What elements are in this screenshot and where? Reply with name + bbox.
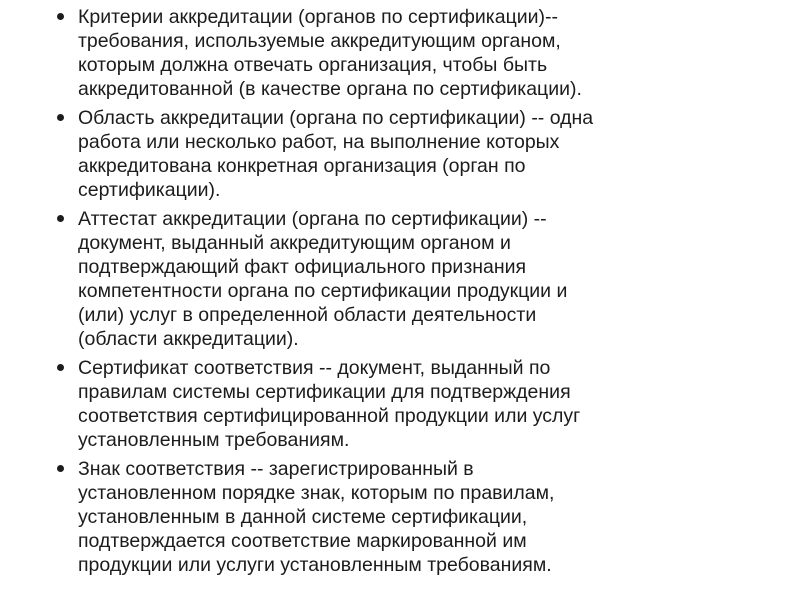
definition-line: установленным требованиям. (78, 429, 350, 451)
bullet-icon (57, 364, 64, 371)
definition-line: которым должна отвечать организация, чтобы быть (78, 54, 548, 76)
definition-line: Критерии аккредитации (органов по сертификации)-- (78, 6, 559, 28)
bullet-icon (57, 114, 64, 121)
definition-line: Сертификат соответствия -- документ, выданный по (78, 357, 551, 379)
definition-line: работа или несколько работ, на выполнение которых (78, 131, 560, 153)
bullet-icon (57, 465, 64, 472)
definition-line: подтверждающий факт официального признания (78, 256, 527, 278)
definition-accreditation-criteria (54, 5, 744, 101)
definition-line: правилам системы сертификации для подтверждения (78, 381, 571, 403)
definition-line: Аттестат аккредитации (органа по сертификации) -- (78, 208, 547, 230)
definition-line: компетентности органа по сертификации продукции и (78, 280, 568, 302)
definition-line: аккредитованной (в качестве органа по сертификации). (78, 78, 582, 100)
definition-conformity-certificate (54, 356, 744, 452)
definition-line: (области аккредитации). (78, 328, 299, 350)
definition-line: соответствия сертифицированной продукции или услуг (78, 405, 581, 427)
definition-conformity-mark (54, 457, 744, 577)
definition-line: установленным в данной системе сертификации, (78, 506, 528, 528)
definition-line: установленном порядке знак, которым по правилам, (78, 482, 555, 504)
definition-line: сертификации). (78, 179, 221, 201)
bullet-icon (57, 13, 64, 20)
definition-accreditation-certificate (54, 207, 744, 351)
bullet-icon (57, 215, 64, 222)
definition-line: документ, выданный аккредитующим органом и (78, 232, 511, 254)
definition-line: требования, используемые аккредитующим органом, (78, 30, 561, 52)
definition-line: аккредитована конкретная организация (орган по (78, 155, 526, 177)
definition-line: продукции или услуги установленным требованиям. (78, 554, 552, 576)
definitions-list (54, 5, 744, 582)
definition-line: подтверждается соответствие маркированной им (78, 530, 527, 552)
definition-line: Знак соответствия -- зарегистрированный в (78, 458, 474, 480)
definition-line: Область аккредитации (органа по сертификации) -- одна (78, 107, 594, 129)
definition-line: (или) услуг в определенной области деятельности (78, 304, 537, 326)
definition-accreditation-scope (54, 106, 744, 202)
